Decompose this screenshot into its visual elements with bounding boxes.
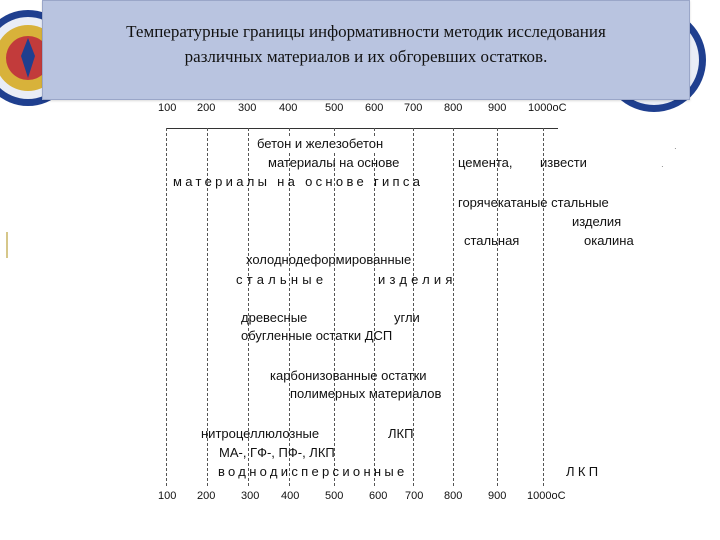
row-charcoal-2: угли xyxy=(394,310,420,325)
top-tick-600: 600 xyxy=(365,102,384,114)
row-cement-3: извести xyxy=(540,155,587,170)
row-gypsum: материалы на основе гипса xyxy=(173,174,424,189)
row-scale-2: окалина xyxy=(584,233,634,248)
bottom-tick-200: 200 xyxy=(197,490,216,502)
row-cement-2: цемента, xyxy=(458,155,513,170)
guide-100 xyxy=(166,128,167,486)
row-carbonized: карбонизованные остатки xyxy=(270,368,427,383)
top-tick-500: 500 xyxy=(325,102,344,114)
slide-title xyxy=(43,19,689,69)
row-scale-1: стальная xyxy=(464,233,520,248)
top-tick-100: 100 xyxy=(158,102,177,114)
row-waterborne-1: воднодисперсионные xyxy=(218,464,408,479)
unit-label-bottom: оС xyxy=(551,490,566,502)
row-ma-gf-pf: МА-, ГФ-, ПФ-, ЛКП xyxy=(219,445,335,460)
bottom-tick-900: 900 xyxy=(488,490,507,502)
row-steel-2: изделия xyxy=(378,272,457,287)
row-polymers: полимерных материалов xyxy=(290,386,442,401)
bottom-tick-700: 700 xyxy=(405,490,424,502)
top-tick-300: 300 xyxy=(238,102,257,114)
top-tick-900: 900 xyxy=(488,102,507,114)
bottom-tick-800: 800 xyxy=(444,490,463,502)
row-hot-rolled: горячекатаные стальные xyxy=(458,195,609,210)
top-rule xyxy=(166,128,558,129)
row-cement-1: материалы на основе xyxy=(268,155,400,170)
row-charcoal-1: древесные xyxy=(241,310,308,325)
row-cold-deformed: холоднодеформированные xyxy=(246,252,412,267)
row-nitro-2: ЛКП xyxy=(388,426,414,441)
top-tick-200: 200 xyxy=(197,102,216,114)
side-mark xyxy=(6,232,8,258)
guide-900 xyxy=(497,128,498,486)
row-nitro-1: нитроцеллюлозные xyxy=(201,426,320,441)
row-waterborne-2: ЛКП xyxy=(566,464,602,479)
dot-mark: · xyxy=(674,144,677,153)
top-tick-700: 700 xyxy=(404,102,423,114)
bottom-tick-500: 500 xyxy=(325,490,344,502)
row-hot-rolled-items: изделия xyxy=(572,214,622,229)
row-concrete: бетон и железобетон xyxy=(257,136,384,151)
bottom-tick-100: 100 xyxy=(158,490,177,502)
top-tick-1000: 1000оС xyxy=(528,102,567,114)
bottom-tick-400: 400 xyxy=(281,490,300,502)
guide-1000 xyxy=(543,128,544,486)
title-line-2: различных материалов и их обгоревших остатков. xyxy=(184,47,548,66)
row-particleboard: обугленные остатки ДСП xyxy=(241,328,393,343)
unit-label: оС xyxy=(552,102,567,114)
top-tick-400: 400 xyxy=(279,102,298,114)
top-tick-800: 800 xyxy=(444,102,463,114)
bottom-tick-300: 300 xyxy=(241,490,260,502)
bottom-tick-1000: 1000оС xyxy=(527,490,566,502)
bottom-tick-600: 600 xyxy=(369,490,388,502)
guide-800 xyxy=(453,128,454,486)
row-steel-1: стальные xyxy=(236,272,328,287)
dot-mark-2: · xyxy=(661,162,664,171)
title-line-1: Температурные границы информативности методик исследования xyxy=(126,22,606,41)
title-box xyxy=(42,0,690,100)
